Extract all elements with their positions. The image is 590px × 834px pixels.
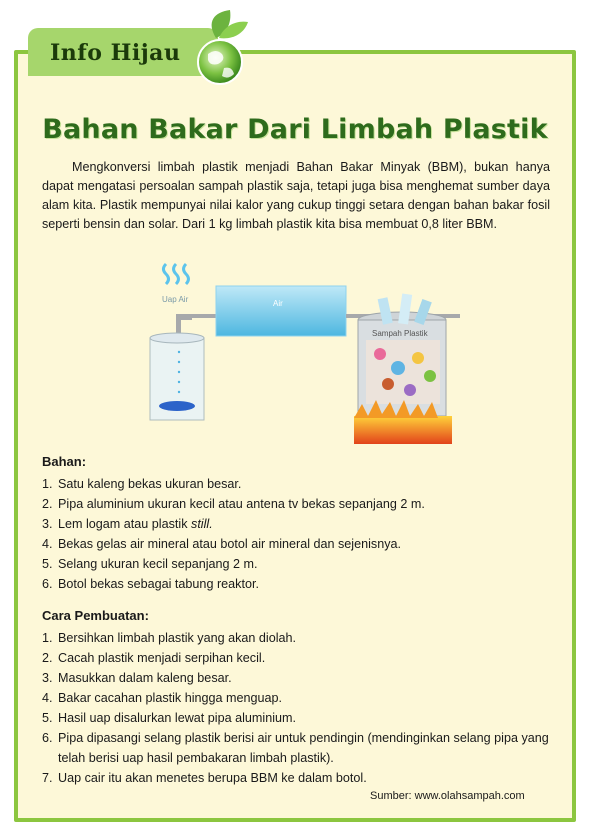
materials-heading: Bahan: bbox=[42, 454, 87, 469]
steps-section bbox=[42, 606, 552, 788]
list-item: 7. Uap cair itu akan menetes berupa BBM ke dalam botol. bbox=[42, 771, 367, 785]
intro-paragraph: Mengkonversi limbah plastik menjadi Bahan Bakar Minyak (BBM), bukan hanya dapat mengatasi persoalan sampah plastik saja, tetapi juga bisa menghemat sumber daya alam kita. Plastik mempunyai nilai kalor yang cukup tinggi setara dengan bahan bakar fosil seperti bensin dan solar. Dari 1 kg limbah plastik kita bisa membuat 0,8 liter BBM. bbox=[42, 160, 550, 231]
page-title: Bahan Bakar Dari Limbah Plastik bbox=[42, 114, 548, 145]
list-item: 1. Satu kaleng bekas ukuran besar. bbox=[42, 477, 242, 491]
list-item: 3. Masukkan dalam kaleng besar. bbox=[42, 671, 232, 685]
list-item: 6. Pipa dipasangi selang plastik berisi air untuk pendingin (mendinginkan selang pipa yang telah berisi uap hasil pembakaran limbah plastik). bbox=[42, 731, 549, 765]
list-item: 2. Cacah plastik menjadi serpihan kecil. bbox=[42, 651, 266, 665]
list-item: 4. Bakar cacahan plastik hingga menguap. bbox=[42, 691, 283, 705]
materials-section bbox=[42, 452, 562, 594]
globe-leaf-icon bbox=[186, 8, 256, 88]
steps-heading: Cara Pembuatan: bbox=[42, 608, 149, 623]
list-item: 2. Pipa aluminium ukuran kecil atau antena tv bekas sepanjang 2 m. bbox=[42, 497, 425, 511]
list-item: 5. Hasil uap disalurkan lewat pipa aluminium. bbox=[42, 711, 297, 725]
vapor-icon bbox=[164, 264, 189, 284]
plastic-waste-can bbox=[358, 293, 446, 416]
list-item: 6. Botol bekas sebagai tabung reaktor. bbox=[42, 577, 259, 591]
vapor-label: Uap Air bbox=[162, 295, 189, 304]
list-item: 3. Lem logam atau plastik still. bbox=[42, 517, 213, 531]
water-tank bbox=[216, 286, 346, 336]
source-citation: Sumber: www.olahsampah.com bbox=[370, 790, 525, 802]
tab-label: Info Hijau bbox=[50, 40, 181, 66]
collection-bottle bbox=[150, 333, 204, 420]
water-label: Air bbox=[273, 299, 283, 308]
list-item: 1. Bersihkan limbah plastik yang akan diolah. bbox=[42, 631, 297, 645]
list-item: 5. Selang ukuran kecil sepanjang 2 m. bbox=[42, 557, 258, 571]
waste-label: Sampah Plastik bbox=[372, 329, 428, 338]
list-item: 4. Bekas gelas air mineral atau botol air mineral dan sejenisnya. bbox=[42, 537, 402, 551]
process-diagram bbox=[140, 258, 460, 448]
